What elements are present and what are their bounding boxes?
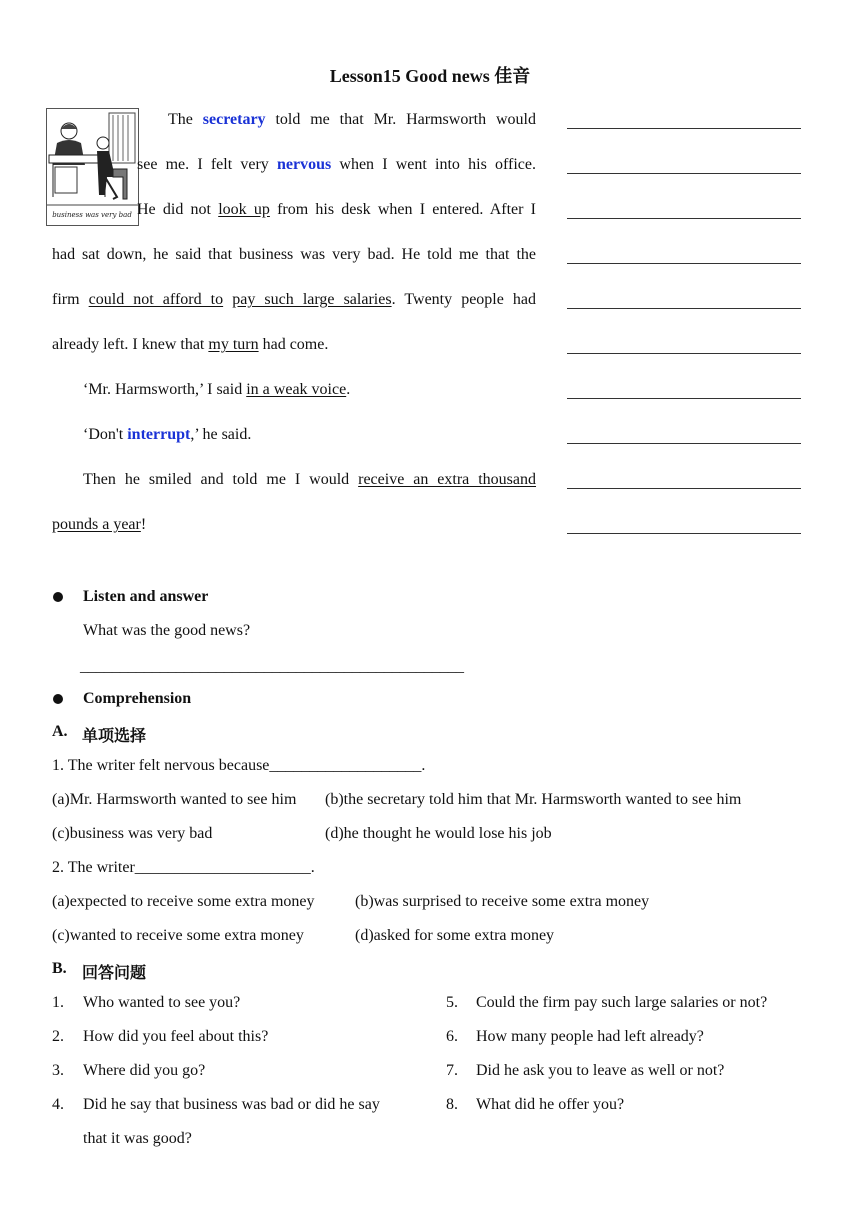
question-number: 7. — [446, 1062, 458, 1079]
mc-option[interactable]: (a)expected to receive some extra money — [52, 893, 315, 910]
question-text-cont: that it was good? — [83, 1130, 192, 1147]
mc-option[interactable]: (c)business was very bad — [52, 825, 213, 842]
text: already left. I knew that — [52, 336, 209, 353]
illustration-image — [46, 108, 139, 226]
section-heading-listen: Listen and answer — [83, 588, 209, 605]
vocab-nervous: nervous — [276, 156, 332, 173]
listen-answer-blank[interactable]: ________________________________________________ — [80, 658, 464, 675]
mc-question-2: 2. The writer______________________. — [52, 859, 315, 876]
text: . — [346, 381, 351, 398]
question-text: How did you feel about this? — [83, 1028, 269, 1045]
section-b-title: 回答问题 — [82, 965, 147, 982]
office-sketch-icon — [47, 109, 138, 225]
answer-line[interactable] — [567, 128, 801, 129]
phrase-weak-voice: in a weak voice — [246, 381, 347, 398]
vocab-interrupt: interrupt — [127, 426, 191, 443]
question-text: Did he say that business was bad or did he say — [83, 1096, 380, 1113]
passage-line — [168, 110, 536, 130]
text: Then he smiled and told me I would — [83, 471, 359, 488]
mc-option[interactable]: (c)wanted to receive some extra money — [52, 927, 304, 944]
answer-line[interactable] — [567, 353, 801, 354]
question-text: How many people had left already? — [476, 1028, 704, 1045]
passage-line: had sat down, he said that business was very bad. He told me that the — [52, 246, 536, 263]
mc-option[interactable]: (d)he thought he would lose his job — [325, 825, 552, 842]
passage-line — [137, 200, 536, 220]
text: told me that Mr. Harmsworth would — [265, 111, 537, 128]
page-title: Lesson15 Good news 佳音 — [329, 66, 531, 86]
section-b-label: B. — [52, 960, 67, 977]
answer-line[interactable] — [567, 533, 801, 534]
question-number: 5. — [446, 994, 458, 1011]
passage-line — [83, 470, 536, 490]
passage-line — [52, 335, 536, 355]
vocab-secretary: secretary — [202, 111, 266, 128]
mc-option[interactable]: (b)the secretary told him that Mr. Harmsworth wanted to see him — [325, 791, 742, 808]
bullet-icon — [53, 694, 63, 704]
answer-line[interactable] — [567, 173, 801, 174]
passage-line — [52, 515, 536, 535]
answer-line[interactable] — [567, 308, 801, 309]
passage-line — [83, 425, 567, 445]
text: when I went into his office. — [331, 156, 536, 173]
text: ! — [140, 516, 147, 533]
answer-line[interactable] — [567, 488, 801, 489]
phrase-my-turn: my turn — [208, 336, 259, 353]
passage-line — [52, 290, 536, 310]
answer-line[interactable] — [567, 398, 801, 399]
illustration-caption: business was very bad — [52, 211, 132, 219]
phrase-look-up: look up — [218, 201, 270, 218]
text: ‘Don't — [83, 426, 128, 443]
listen-question: What was the good news? — [83, 622, 251, 639]
mc-option[interactable]: (b)was surprised to receive some extra money — [355, 893, 650, 910]
answer-line[interactable] — [567, 443, 801, 444]
mc-question-1: 1. The writer felt nervous because___________________. — [52, 757, 426, 774]
question-text: Did he ask you to leave as well or not? — [476, 1062, 725, 1079]
bullet-icon — [53, 592, 63, 602]
question-number: 8. — [446, 1096, 458, 1113]
passage-line — [137, 155, 536, 175]
question-text: Could the firm pay such large salaries or not? — [476, 994, 768, 1011]
text: He did not — [137, 201, 219, 218]
question-text: Who wanted to see you? — [83, 994, 241, 1011]
question-number: 2. — [52, 1028, 64, 1045]
phrase-extra-thousand: receive an extra thousand — [358, 471, 537, 488]
phrase-salaries: pay such large salaries — [232, 291, 392, 308]
phrase-could-not-afford: could not afford to — [88, 291, 224, 308]
mc-option[interactable]: (a)Mr. Harmsworth wanted to see him — [52, 791, 297, 808]
question-number: 3. — [52, 1062, 64, 1079]
text — [223, 291, 232, 308]
question-number: 6. — [446, 1028, 458, 1045]
passage-line — [83, 380, 567, 400]
phrase-pounds-a-year: pounds a year — [52, 516, 141, 533]
text: . Twenty people had — [391, 291, 537, 308]
question-text: Where did you go? — [83, 1062, 206, 1079]
question-number: 4. — [52, 1096, 64, 1113]
section-a-label: A. — [52, 723, 68, 740]
question-text: What did he offer you? — [476, 1096, 625, 1113]
text: see me. I felt very — [137, 156, 277, 173]
mc-option[interactable]: (d)asked for some extra money — [355, 927, 555, 944]
text: had come. — [258, 336, 329, 353]
question-number: 1. — [52, 994, 64, 1011]
text: firm — [52, 291, 89, 308]
text: ,’ he said. — [190, 426, 252, 443]
answer-line[interactable] — [567, 218, 801, 219]
section-a-title: 单项选择 — [82, 728, 147, 745]
section-heading-comprehension: Comprehension — [83, 690, 192, 707]
answer-line[interactable] — [567, 263, 801, 264]
text: ‘Mr. Harmsworth,’ I said — [83, 381, 247, 398]
text: from his desk when I entered. After I — [269, 201, 536, 218]
text: The — [168, 111, 203, 128]
